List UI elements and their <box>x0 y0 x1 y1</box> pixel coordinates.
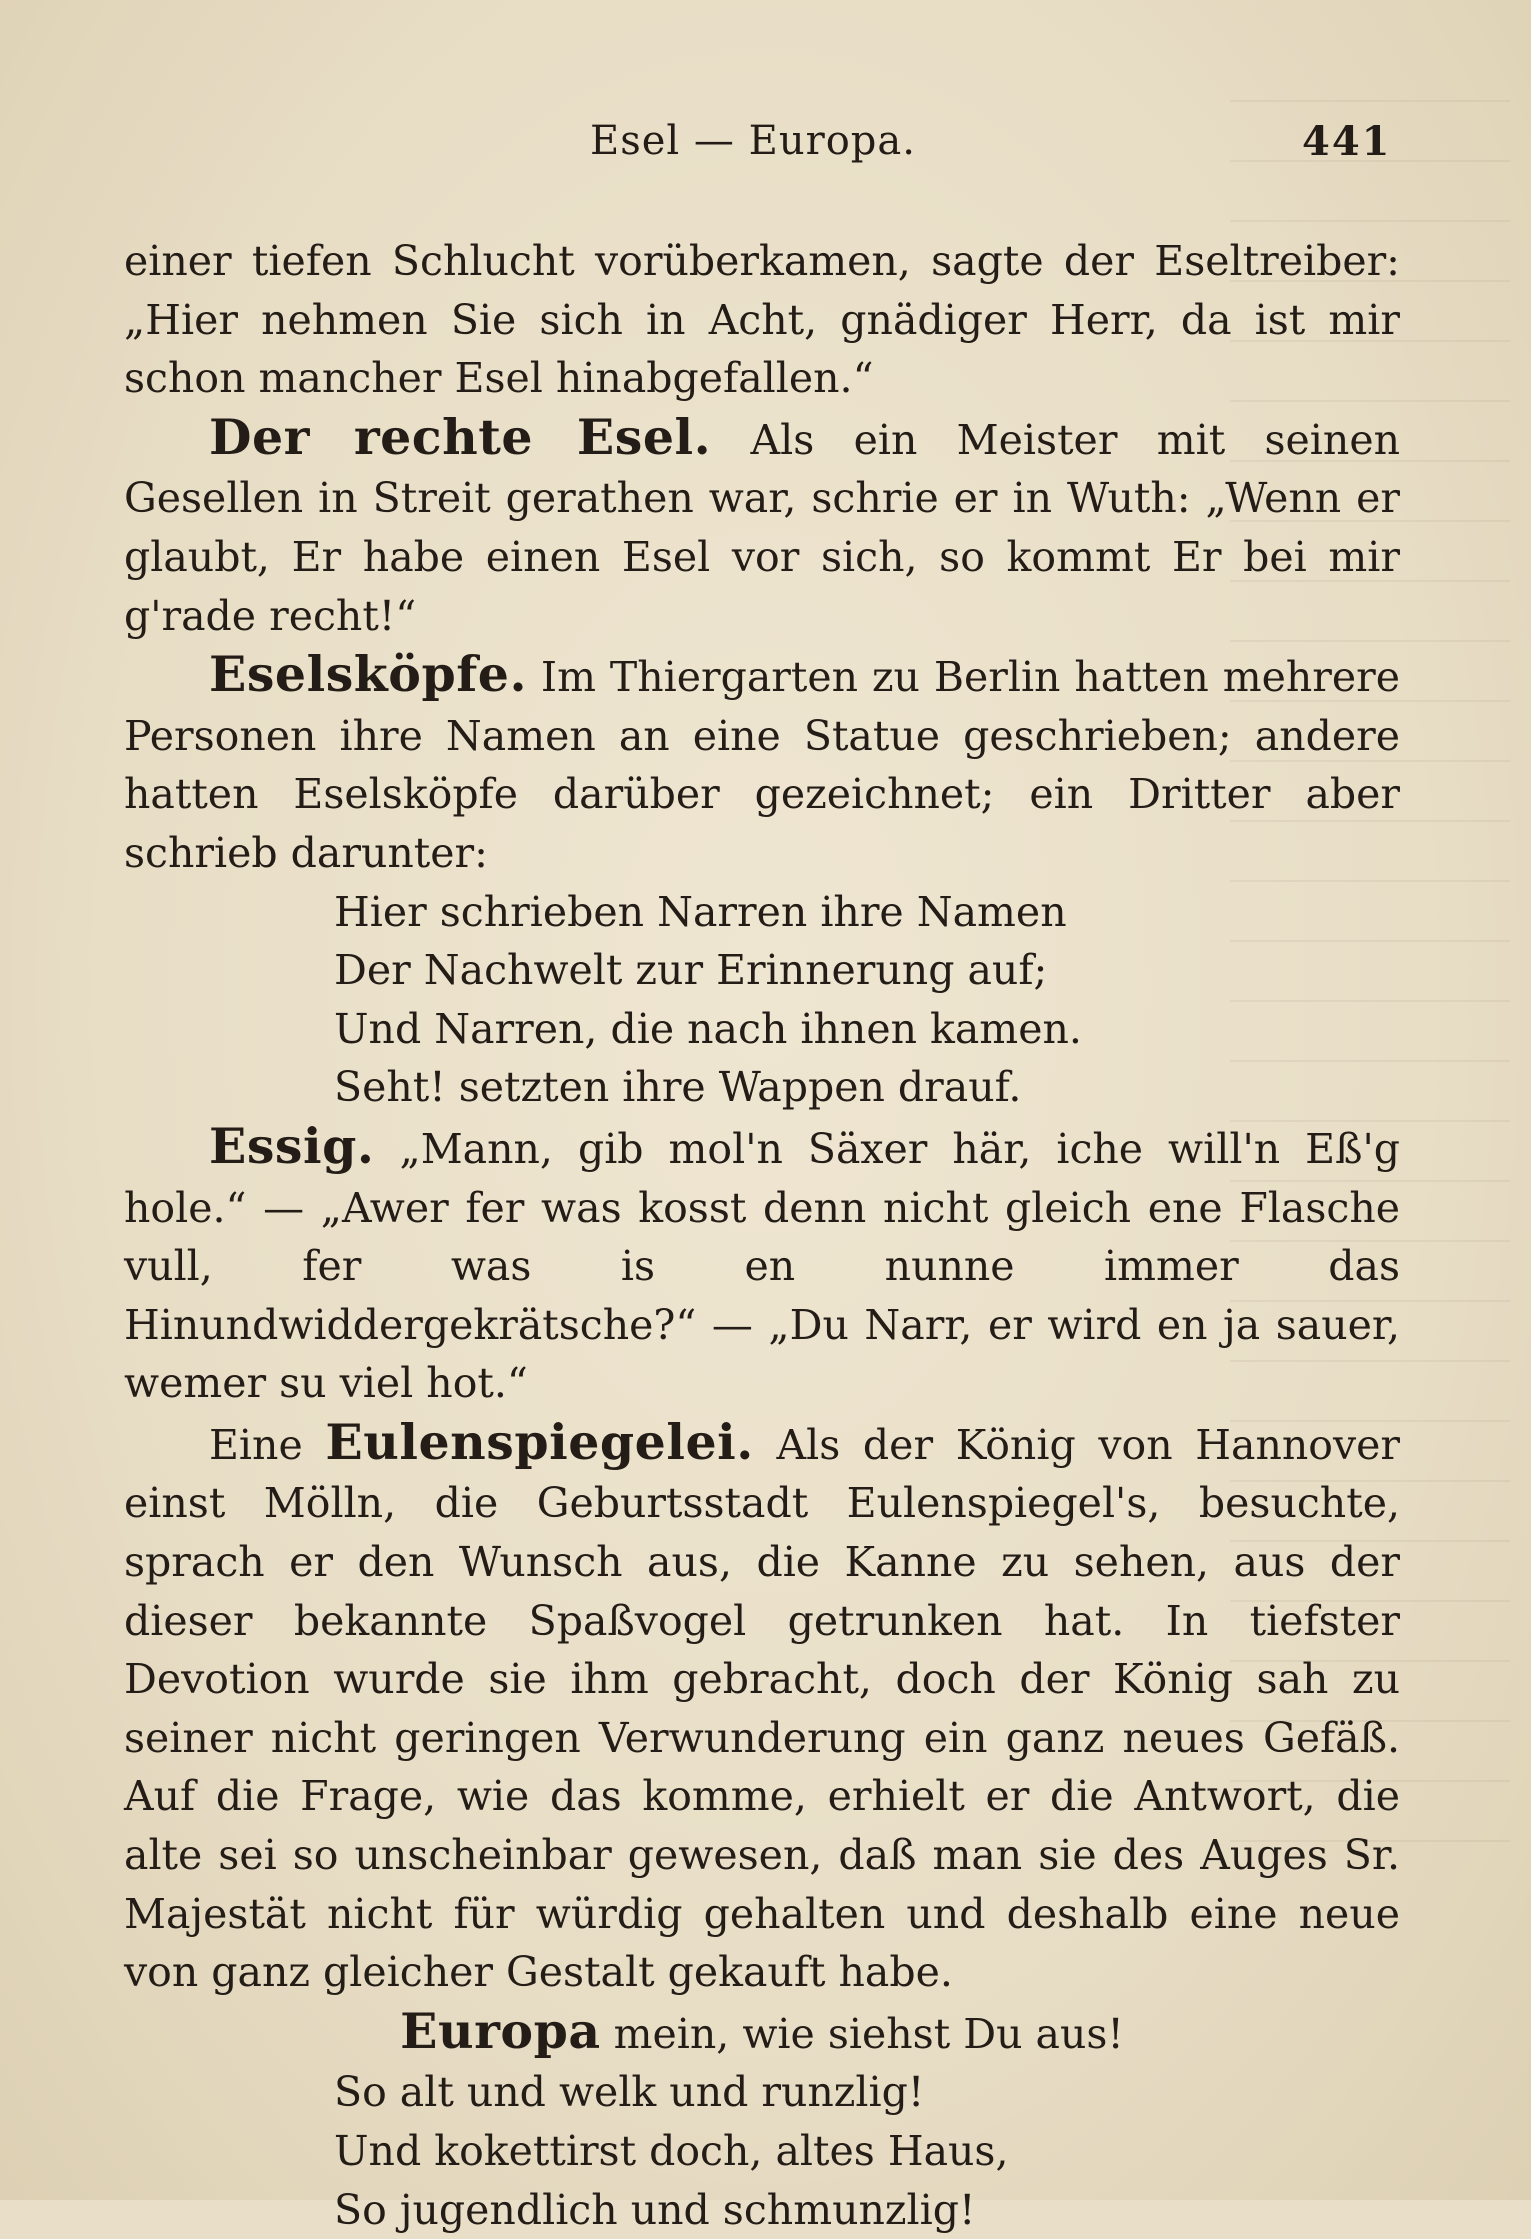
entry-heading: Essig. <box>209 1116 375 1175</box>
entry-text: mein, wie siehst Du aus! <box>600 2009 1124 2058</box>
verse-line: Seht! setzten ihre Wappen drauf. <box>334 1063 1022 1112</box>
entry-text: Als der König von Hannover einst Mölln, die Geburtsstadt Eulenspiegel's, besuchte, sprach er den Wunsch aus, die Kanne zu sehen, aus der dieser bekannte Spaßvogel getrunken hat. In tiefster Devotion wurde sie ihm gebracht, doch der König sah zu seiner nicht geringen Verwunderung ein ganz neues Gefäß. Auf die Frage, wie das komme, erhielt er die Antwort, die alte sei so unscheinbar gewesen, daß man sie des Auges Sr. Majestät nicht für würdig gehalten und deshalb eine neue von ganz gleicher Gestalt gekauft habe. <box>124 1420 1401 1997</box>
verse-line: Und kokettirst doch, altes Haus, <box>334 2127 1009 2175</box>
entry-text: Als ein Meister mit seinen Gesellen in Streit gerathen war, schrie er in Wuth: „Wenn er glaubt, Er habe einen Esel vor sich, so kommt Er bei mir g'rade recht!“ <box>124 415 1400 640</box>
body-text <box>124 232 1400 2239</box>
entry-eselskoepfe <box>124 645 1400 882</box>
entry-heading: Eulenspiegelei. <box>325 1412 754 1471</box>
entry-heading: Der rechte Esel. <box>209 407 712 466</box>
paragraph-continuation <box>124 232 1400 408</box>
entry-text: „Mann, gib mol'n Säxer här, iche will'n Eß'g hole.“ — „Awer fer was kosst denn nicht gleich ene Flasche vull, fer was is en nunne immer das Hinundwiddergekrätsche?“ — „Du Narr, er wird en ja sauer, wemer su viel hot.“ <box>124 1124 1400 1408</box>
entry-heading: Eselsköpfe. <box>209 645 528 704</box>
entry-europa <box>124 2002 1400 2064</box>
page-number: 441 <box>1302 118 1392 165</box>
verse-line: Der Nachwelt zur Erinnerung auf; <box>334 946 1048 995</box>
paragraph-text: einer tiefen Schlucht vorüberkamen, sagte der Eseltreiber: „Hier nehmen Sie sich in Acht, gnädiger Herr, da ist mir schon mancher Esel hinabgefallen.“ <box>124 237 1400 403</box>
entry-heading: Europa <box>400 2001 601 2060</box>
verse-line: Hier schrieben Narren ihre Namen <box>334 887 1067 936</box>
verse-block <box>124 883 1400 1117</box>
entry-eulenspiegelei <box>124 1413 1400 2002</box>
entry-der-rechte-esel <box>124 408 1400 645</box>
verse-block <box>124 2063 1400 2239</box>
entry-essig <box>124 1117 1400 1413</box>
entry-text: Im Thiergarten zu Berlin hatten mehrere Personen ihre Namen an eine Statue geschrieben; andere hatten Eselsköpfe darüber gezeichnet; ein Dritter aber schrieb darunter: <box>124 653 1400 877</box>
entry-prefix: Eine <box>209 1420 326 1469</box>
running-title: Esel — Europa. <box>590 118 916 164</box>
verse-line: So alt und welk und runzlig! <box>334 2068 925 2117</box>
verse-line: Und Narren, die nach ihnen kamen. <box>334 1004 1082 1053</box>
page-header <box>0 118 1531 178</box>
verse-line: So jugendlich und schmunzlig! <box>334 2185 976 2234</box>
